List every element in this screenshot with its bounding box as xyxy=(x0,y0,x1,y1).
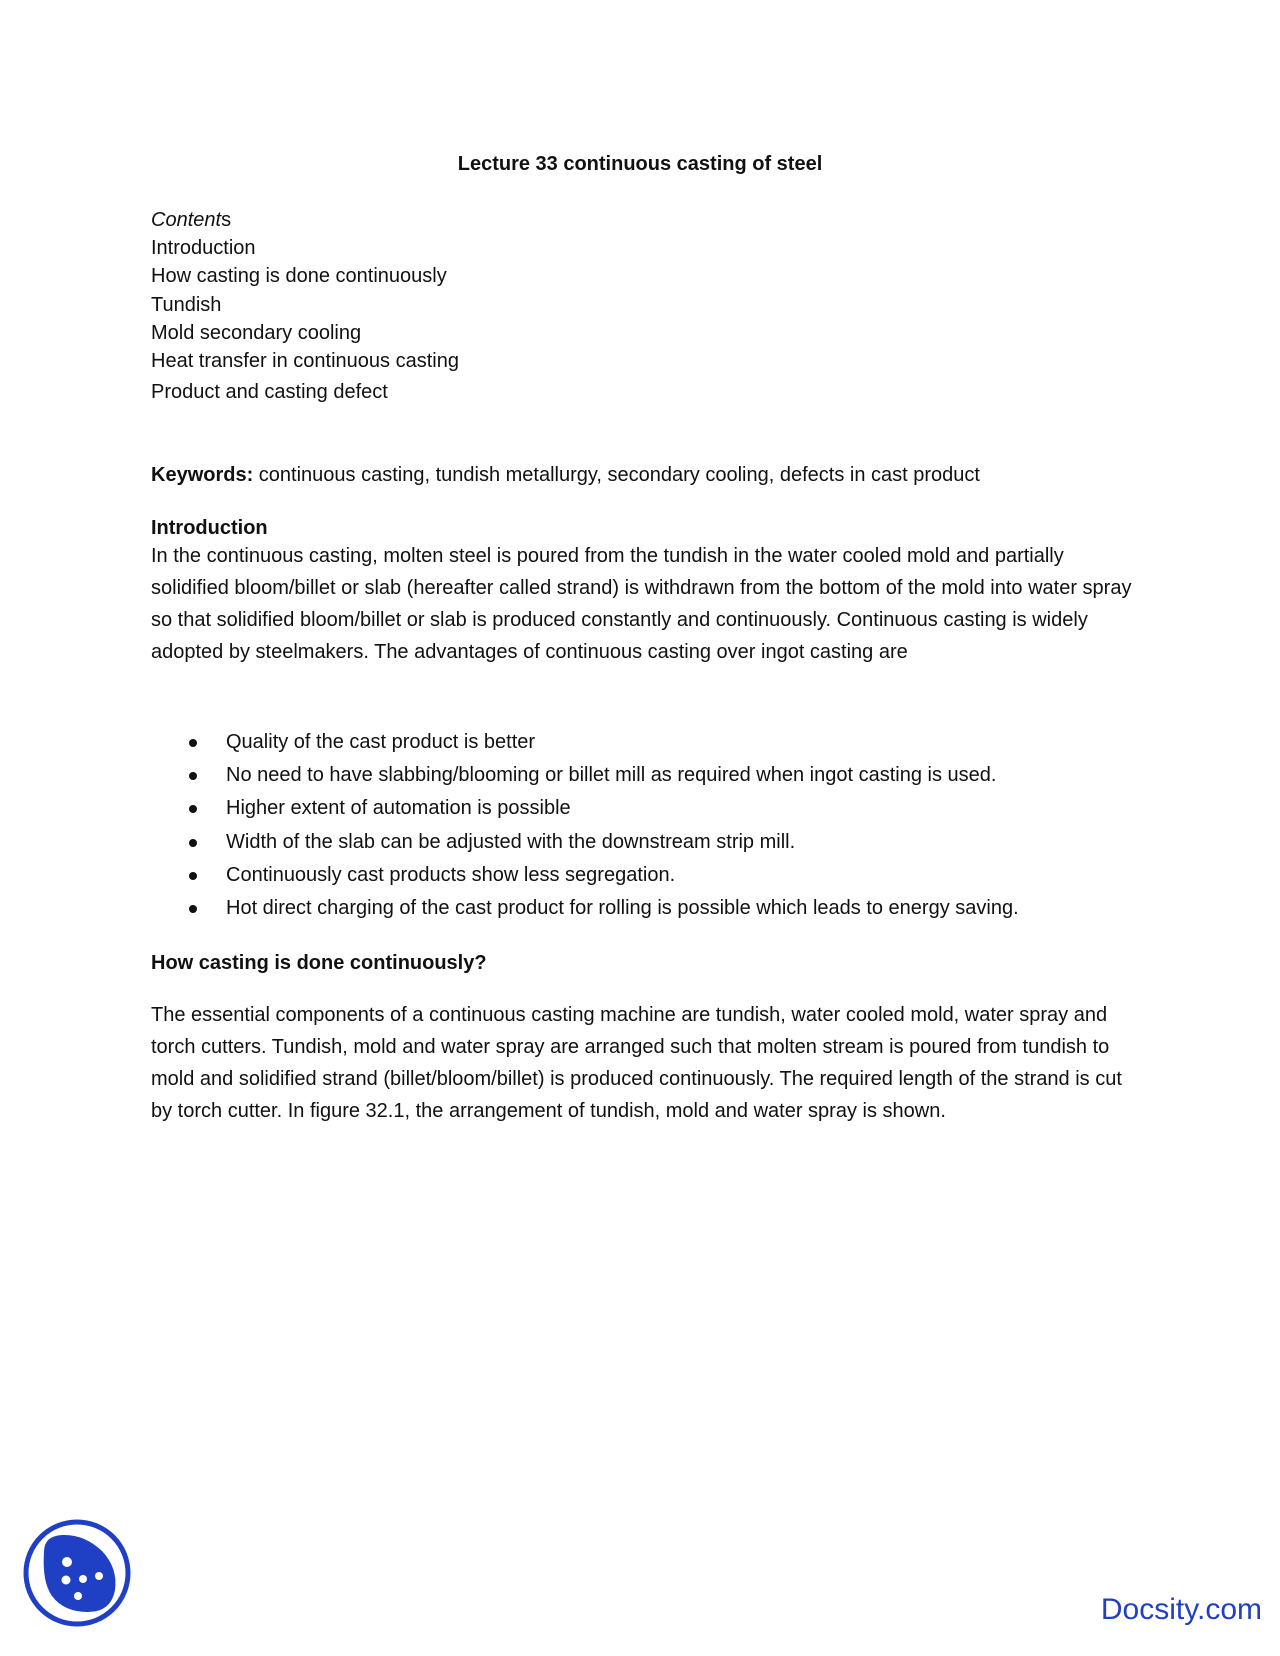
contents-item: Product and casting defect xyxy=(151,381,388,404)
keywords-line xyxy=(151,462,980,488)
list-item xyxy=(151,759,1019,792)
list-item-text: Continuously cast products show less segregation. xyxy=(226,863,676,886)
page-title: Lecture 33 continuous casting of steel xyxy=(457,153,823,175)
keywords-text: continuous casting, tundish metallurgy, secondary cooling, defects in cast product xyxy=(253,464,980,486)
introduction-heading: Introduction xyxy=(151,517,268,539)
contents-heading-tail: s xyxy=(221,209,232,231)
contents-list xyxy=(151,206,459,406)
bullet-icon xyxy=(189,839,197,847)
bullet-icon xyxy=(189,772,197,780)
advantages-list xyxy=(151,726,1019,925)
contents-item: Introduction xyxy=(151,237,256,260)
bullet-icon xyxy=(189,739,197,747)
keywords-label: Keywords: xyxy=(151,464,254,486)
list-item-text: Higher extent of automation is possible xyxy=(226,797,571,820)
contents-heading-italic: Content xyxy=(151,209,222,231)
bullet-icon xyxy=(189,872,197,880)
bullet-icon xyxy=(189,905,197,913)
contents-item: Mold secondary cooling xyxy=(151,321,362,344)
list-item-text: Quality of the cast product is better xyxy=(226,731,536,753)
bullet-icon xyxy=(189,805,197,813)
introduction-paragraph: In the continuous casting, molten steel is poured from the tundish in the water cooled mold and partially solidified bloom/billet or slab (hereafter called strand) is withdrawn from the bottom of the mold into water spray so that solidified bloom/billet or slab is produced constantly and continuously. Continuous casting is widely adopted by steelmakers. The advantages of continuous casting over ingot casting are xyxy=(151,545,1132,663)
docsity-brand-link[interactable]: Docsity.com xyxy=(1100,1593,1262,1626)
list-item-text: No need to have slabbing/blooming or billet mill as required when ingot casting is used. xyxy=(226,764,997,787)
list-item-text: Width of the slab can be adjusted with the downstream strip mill. xyxy=(226,830,796,853)
contents-item: Heat transfer in continuous casting xyxy=(151,350,459,373)
how-casting-paragraph: The essential components of a continuous casting machine are tundish, water cooled mold, water spray and torch cutters. Tundish, mold and water spray are arranged such that molten stream is poured from tundish to mold and solidified strand (billet/bloom/billet) is produced continuously. The required length of the strand is cut by torch cutter. In figure 32.1, the arrangement of tundish, mold and water spray is shown. xyxy=(151,1004,1122,1122)
list-item xyxy=(151,726,1019,759)
how-casting-heading: How casting is done continuously? xyxy=(151,952,487,974)
list-item xyxy=(151,859,1019,892)
docsity-logo-icon[interactable] xyxy=(22,1518,132,1628)
contents-item: How casting is done continuously xyxy=(151,265,447,288)
list-item xyxy=(151,826,1019,859)
contents-item: Tundish xyxy=(151,293,222,316)
list-item xyxy=(151,792,1019,825)
contents-heading xyxy=(151,206,459,234)
list-item xyxy=(151,892,1019,925)
list-item-text: Hot direct charging of the cast product for rolling is possible which leads to energy saving. xyxy=(226,897,1019,920)
